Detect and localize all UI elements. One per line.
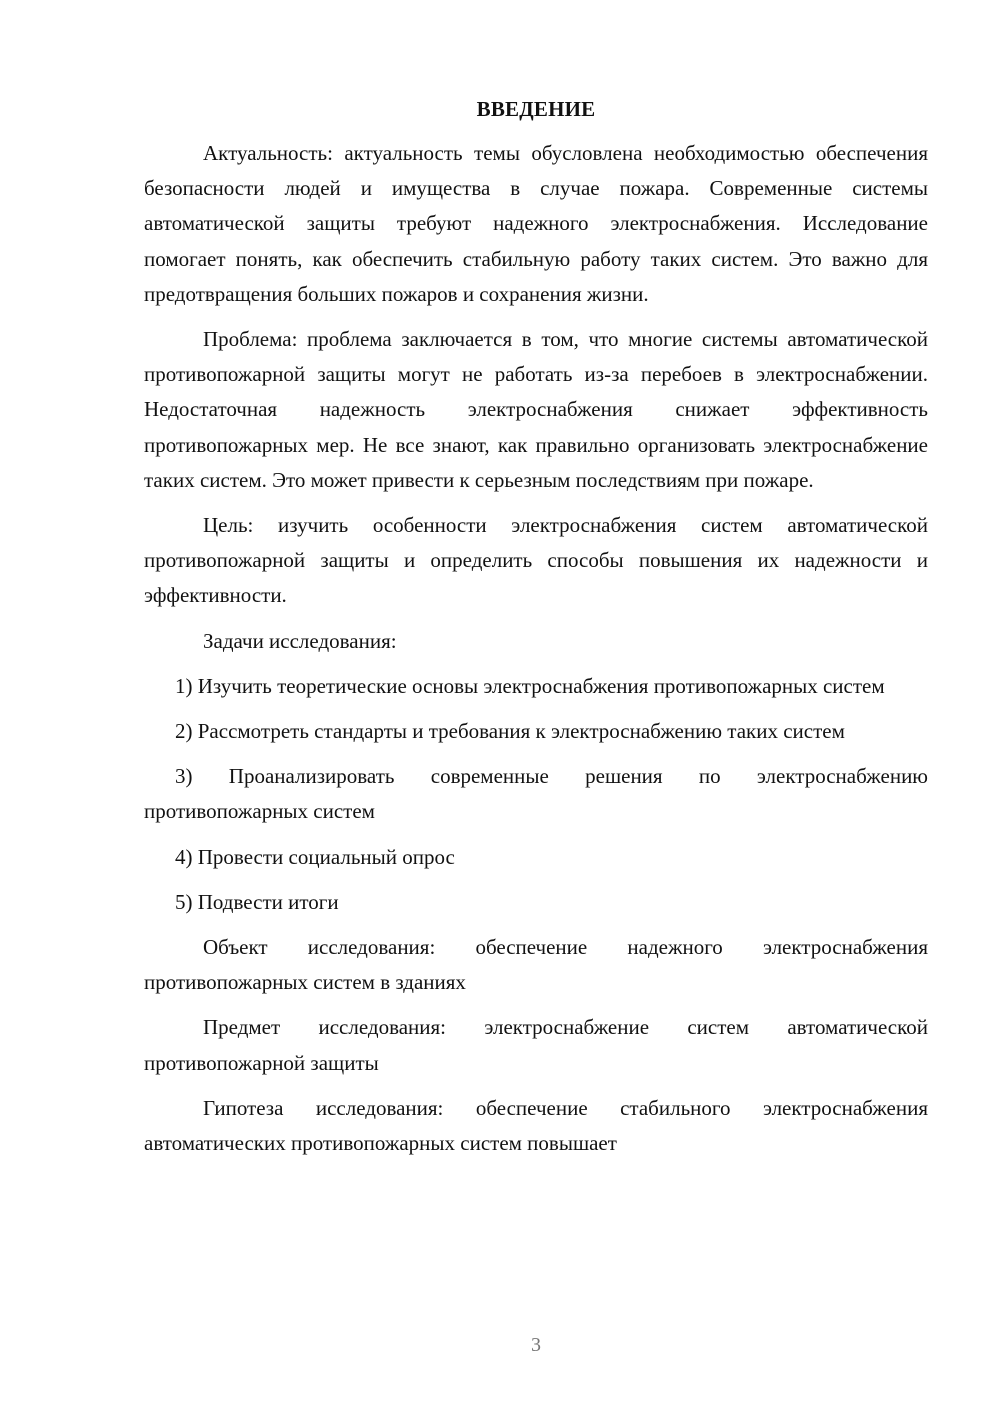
task-item-2: 2) Рассмотреть стандарты и требования к электроснабжению таких систем bbox=[175, 719, 845, 744]
task-item-5: 5) Подвести итоги bbox=[175, 889, 339, 914]
paragraph-relevance: Актуальность: актуальность темы обусловлена необходимостью обеспечения безопасности людей и имущества в случае пожара. Современные системы автоматической защиты требуют надежного электроснабжения. Исследование помогает понять, как обеспечить стабильную работу таких систем. Это важно для предотвращения больших пожаров и сохранения жизни. bbox=[144, 141, 928, 306]
task-item-3: 3) Проанализировать современные решения по электроснабжению противопожарных систем bbox=[144, 764, 928, 824]
task-item-1: 1) Изучить теоретические основы электроснабжения противопожарных систем bbox=[175, 673, 885, 698]
paragraph-hypothesis: Гипотеза исследования: обеспечение стабильного электроснабжения автоматических противопожарных систем повышает bbox=[144, 1095, 928, 1156]
paragraph-subject: Предмет исследования: электроснабжение систем автоматической противопожарной защиты bbox=[144, 1015, 928, 1075]
task-item-4: 4) Провести социальный опрос bbox=[175, 844, 455, 869]
paragraph-tasks-title: Задачи исследования: bbox=[203, 628, 397, 653]
paragraph-problem: Проблема: проблема заключается в том, что многие системы автоматической противопожарной защиты могут не работать из-за перебоев в электроснабжении. Недостаточная надежность электроснабжения снижает эффективность противопожарных мер. Не все знают, как правильно организовать электроснабжение таких систем. Это может привести к серьезным последствиям при пожаре. bbox=[144, 327, 928, 492]
paragraph-goal: Цель: изучить особенности электроснабжения систем автоматической противопожарной защиты и определить способы повышения их надежности и эффективности. bbox=[144, 513, 928, 608]
page-content bbox=[144, 94, 928, 1171]
page-number: 3 bbox=[531, 1334, 541, 1356]
paragraph-object: Объект исследования: обеспечение надежного электроснабжения противопожарных систем в зданиях bbox=[144, 935, 928, 995]
section-heading: ВВЕДЕНИЕ bbox=[476, 97, 596, 121]
